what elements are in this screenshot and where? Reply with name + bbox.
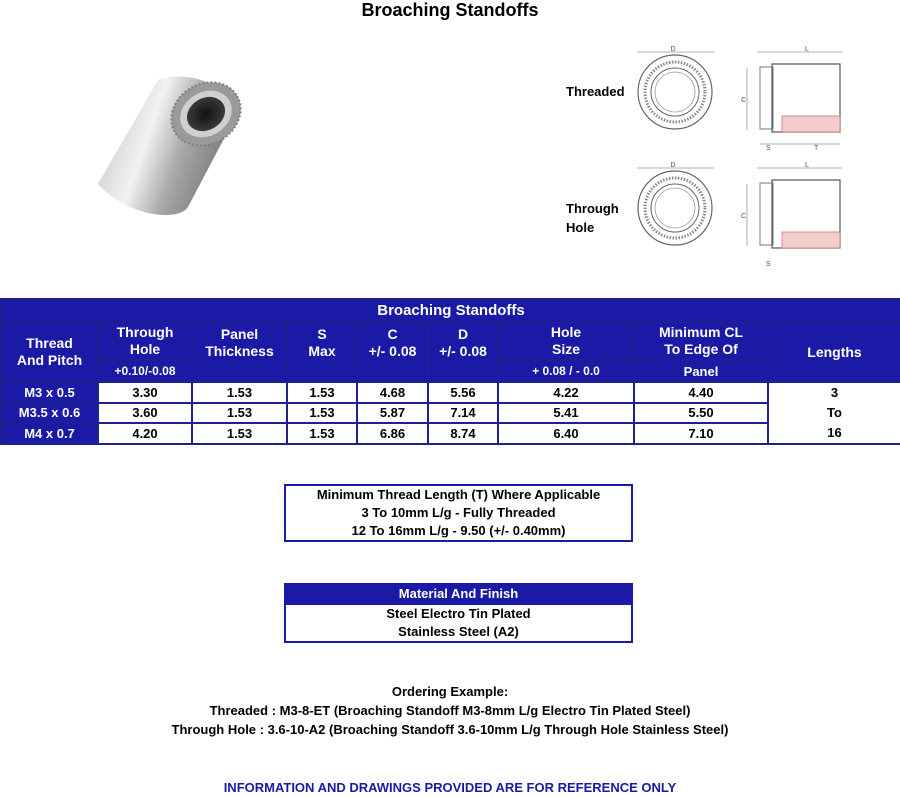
ordering-title: Ordering Example: <box>391 684 509 699</box>
header-hole-tol: + 0.08 / - 0.0 <box>498 360 634 382</box>
cell-s: 1.53 <box>287 403 357 424</box>
material-box <box>284 583 633 643</box>
ordering-threaded: Threaded : M3-8-ET (Broaching Standoff M3-8mm L/g Electro Tin Plated Steel) <box>209 703 691 718</box>
cell-d: 7.14 <box>428 403 498 424</box>
cell-s: 1.53 <box>287 382 357 403</box>
cell-d: 5.56 <box>428 382 498 403</box>
dim-d-label-2: D <box>670 162 676 169</box>
dim-c-label-2: C <box>741 213 747 220</box>
material-line2: Stainless Steel (A2) <box>398 624 519 639</box>
through-hole-drawing <box>632 158 862 273</box>
header-panel: Panel Thickness <box>192 322 287 382</box>
disclaimer: INFORMATION AND DRAWINGS PROVIDED ARE FOR REFERENCE ONLY <box>223 780 677 795</box>
dim-d-label: D <box>670 46 676 53</box>
table-row <box>1 403 900 424</box>
thread-length-line3: 12 To 16mm L/g - 9.50 (+/- 0.40mm) <box>351 523 566 538</box>
threaded-label: Threaded <box>566 84 625 99</box>
cell-panel: 1.53 <box>192 423 287 444</box>
cell-c: 4.68 <box>357 382 428 403</box>
cell-thread: M3 x 0.5 <box>1 382 98 403</box>
table-caption: Broaching Standoffs <box>1 299 900 322</box>
standoff-photo <box>88 72 248 217</box>
header-s: S Max <box>287 322 357 382</box>
cell-s: 1.53 <box>287 423 357 444</box>
threaded-drawing <box>632 42 862 157</box>
table-row <box>1 423 900 444</box>
cell-hole: 4.22 <box>498 382 634 403</box>
header-through-tol: +0.10/-0.08 <box>98 360 192 382</box>
cell-thread: M3.5 x 0.6 <box>1 403 98 424</box>
table-row <box>1 382 900 403</box>
header-c: C +/- 0.08 <box>357 322 428 382</box>
cell-min-cl: 5.50 <box>634 403 768 424</box>
through-hole-label-line2: Hole <box>566 220 595 235</box>
header-through-hole: Through Hole <box>98 322 192 360</box>
cell-panel: 1.53 <box>192 382 287 403</box>
page-title: Broaching Standoffs <box>361 0 539 20</box>
through-hole-label-line1: Through <box>566 201 619 216</box>
header-thread: Thread And Pitch <box>1 322 98 382</box>
header-d: D +/- 0.08 <box>428 322 498 382</box>
cell-min-cl: 4.40 <box>634 382 768 403</box>
material-header: Material And Finish <box>286 585 631 603</box>
through-hole-label <box>566 199 619 237</box>
cell-hole: 6.40 <box>498 423 634 444</box>
cell-thread: M4 x 0.7 <box>1 423 98 444</box>
thread-length-line2: 3 To 10mm L/g - Fully Threaded <box>361 505 556 520</box>
dim-l-label: L <box>805 46 809 53</box>
dim-s-label: S <box>766 145 771 152</box>
thread-length-box <box>284 484 633 542</box>
ordering-example <box>0 682 900 739</box>
cell-min-cl: 7.10 <box>634 423 768 444</box>
spec-table <box>0 298 900 445</box>
header-min-cl: Minimum CL To Edge Of <box>634 322 768 360</box>
header-hole-size: Hole Size <box>498 322 634 360</box>
cell-d: 8.74 <box>428 423 498 444</box>
cell-panel: 1.53 <box>192 403 287 424</box>
cell-hole: 5.41 <box>498 403 634 424</box>
dim-t-label: T <box>814 145 819 152</box>
header-min-cl-sub: Panel <box>634 360 768 382</box>
material-line1: Steel Electro Tin Plated <box>286 603 631 623</box>
dim-c-label: C <box>741 97 747 104</box>
dim-s-label-2: S <box>766 261 771 268</box>
thread-length-line1: Minimum Thread Length (T) Where Applicable <box>316 487 601 502</box>
cell-lengths: 3 To 16 <box>768 382 900 444</box>
cell-c: 5.87 <box>357 403 428 424</box>
dim-l-label-2: L <box>805 162 809 169</box>
cell-through: 3.60 <box>98 403 192 424</box>
header-lengths: Lengths <box>768 322 900 382</box>
cell-through: 3.30 <box>98 382 192 403</box>
cell-c: 6.86 <box>357 423 428 444</box>
ordering-through: Through Hole : 3.6-10-A2 (Broaching Standoff 3.6-10mm L/g Through Hole Stainless Steel) <box>171 722 729 737</box>
cell-through: 4.20 <box>98 423 192 444</box>
